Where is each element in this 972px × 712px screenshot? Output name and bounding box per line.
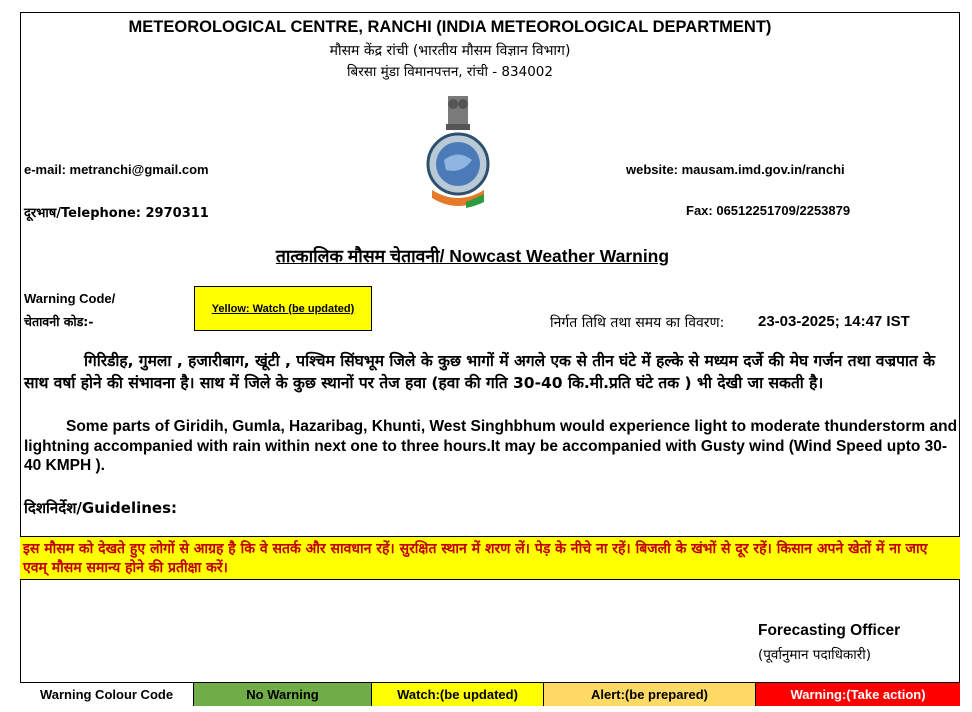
website-text: website: mausam.imd.gov.in/ranchi [626,162,845,177]
imd-emblem-icon [426,94,490,218]
telephone-text: दूरभाष/Telephone: 2970311 [24,206,209,221]
forecast-hindi: गिरिडीह, गुमला , हजारीबाग, खूंटी , पश्चिम सिंघभूम जिले के कुछ भागों में अगले एक से तीन घंटे में हल्के से मध्यम दर्जे की मेघ गर्जन तथा वज्रपात के साथ वर्षा होने की संभावना है। साथ में जिले के कुछ स्थानों पर तेज हवा (हवा की गति 30-40 कि.मी.प्रति घंटे तक ) भी देखी जा सकती है। [24,352,936,392]
signature-title: Forecasting Officer [758,622,901,639]
guidelines-heading: दिशनिर्देश/Guidelines: [24,499,178,517]
legend-no-warning: No Warning [194,683,372,706]
signature-title-hindi: (पूर्वानुमान पदाधिकारी) [758,647,872,663]
fax-text: Fax: 06512251709/2253879 [686,203,851,218]
warning-code-label: Warning Code/ [24,291,116,306]
warning-code-label-hindi: चेतावनी कोड:- [24,314,94,329]
guidelines-band [20,536,960,580]
header-title: METEOROLOGICAL CENTRE, RANCHI (INDIA METEOROLOGICAL DEPARTMENT) [128,18,772,36]
header-hindi-title: मौसम केंद्र रांची (भारतीय मौसम विज्ञान विभाग) [329,43,571,59]
email-text: e-mail: metranchi@gmail.com [24,162,209,177]
issue-label: निर्गत तिथि तथा समय का विवरण: [550,315,725,331]
warning-title: तात्कालिक मौसम चेतावनी/ Nowcast Weather Warning [275,246,670,266]
legend-alert: Alert:(be prepared) [544,683,756,706]
issue-datetime: 23-03-2025; 14:47 IST [758,313,910,330]
guidelines-text: इस मौसम को देखते हुए लोगों से आग्रह है कि वे सतर्क और सावधान रहें। सुरक्षित स्थान में शरण लें। पेड़ के नीचे ना रहें। बिजली के खंभों से दूर रहें। किसान अपने खेतों में ना जाए एवम् मौसम समान्य होने की प्रतीक्षा करें। [23,541,928,576]
warning-colour-legend [20,682,960,706]
warning-code-box: Yellow: Watch (be updated) [194,286,372,331]
header-address: बिरसा मुंडा विमानपत्तन, रांची - 834002 [347,64,553,80]
legend-label: Warning Colour Code [20,683,194,706]
legend-watch: Watch:(be updated) [372,683,544,706]
legend-warning: Warning:(Take action) [756,683,960,706]
forecast-english: Some parts of Giridih, Gumla, Hazaribag, Khunti, West Singhbhum would experience light to moderate thunderstorm and lightning accompanied with rain within next one to three hours.It may be accompanied with Gusty wind (Wind Speed upto 30- 40 KMPH ). [24,418,958,474]
